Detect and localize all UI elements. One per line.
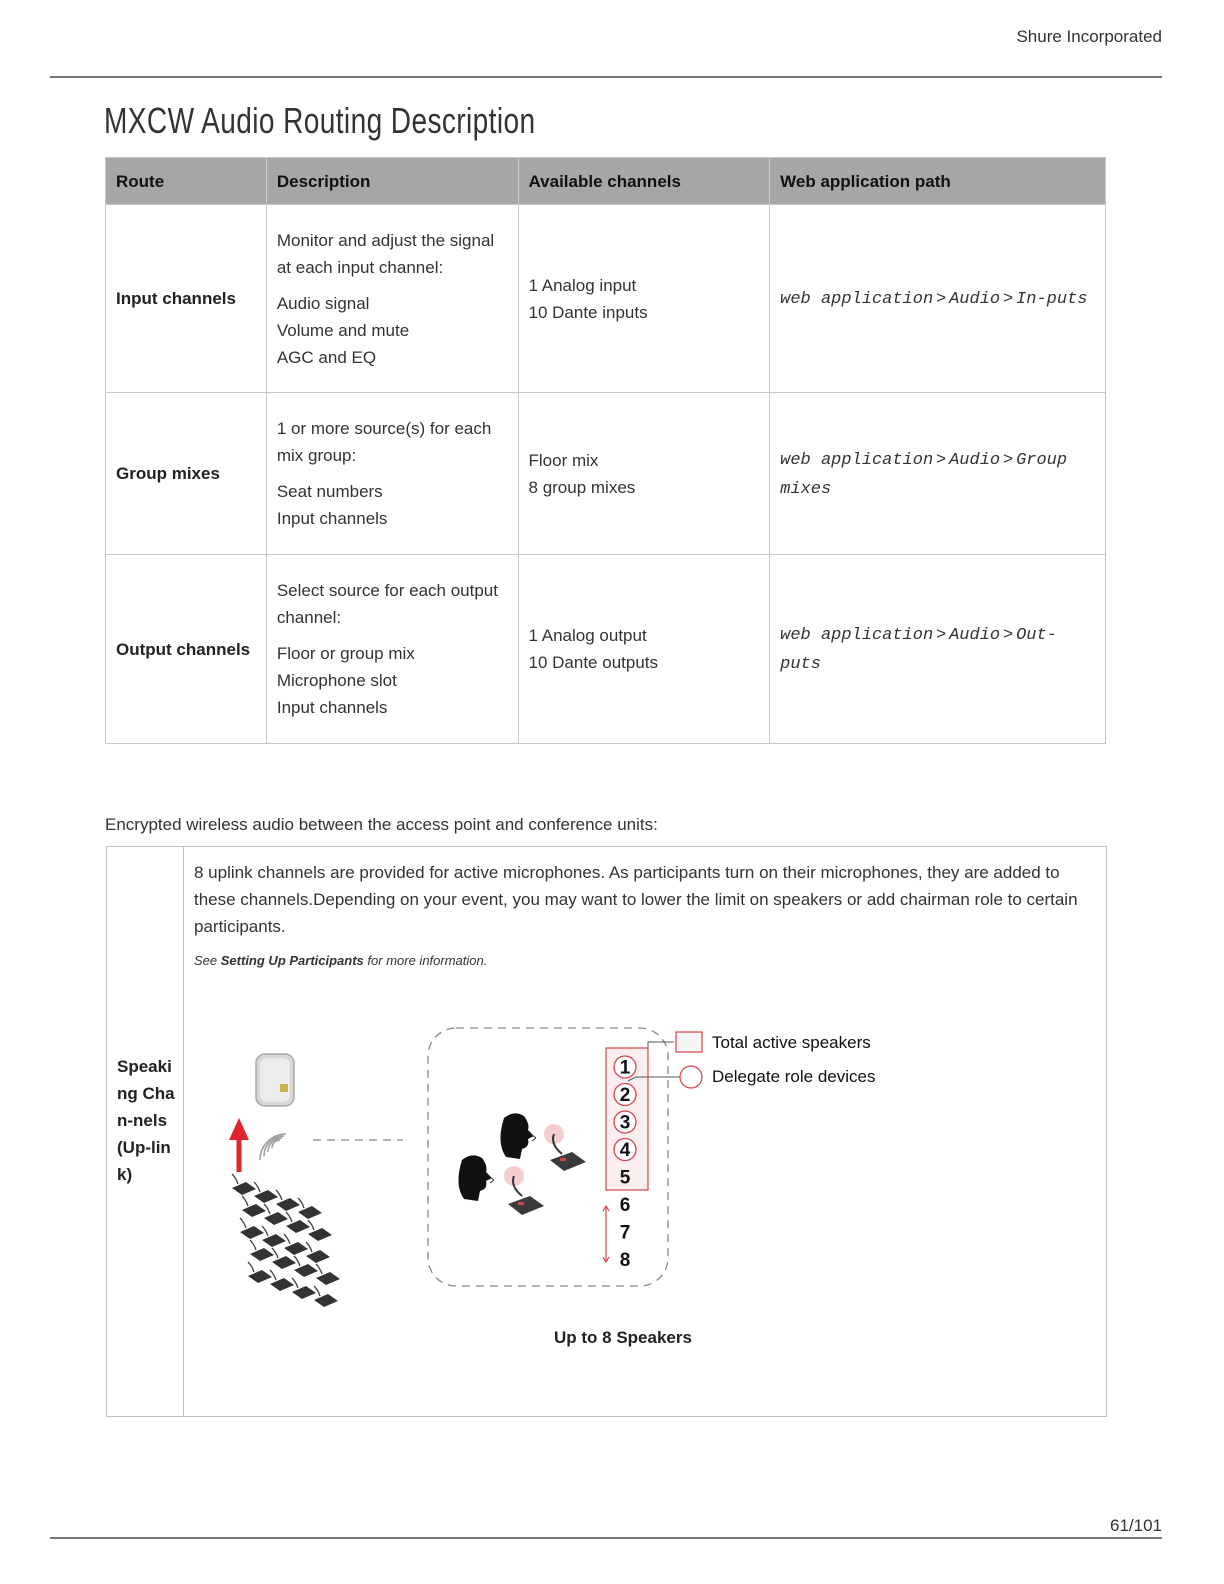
header-route: Route [106, 158, 267, 205]
conference-unit-icon [262, 1226, 286, 1247]
conference-unit-icon [248, 1262, 272, 1283]
header-web-path: Web application path [770, 158, 1106, 205]
uplink-arrow-icon [229, 1118, 249, 1172]
conference-unit-icon [544, 1124, 586, 1171]
route-description: Monitor and adjust the signal at each input channel: Audio signal Volume and mute AGC and EQ [266, 205, 518, 393]
channel-slot-number: 8 [619, 1250, 631, 1271]
available-channels: 1 Analog input 10 Dante inputs [518, 205, 770, 393]
conference-unit-icon [298, 1198, 322, 1219]
legend-total-speakers: Total active speakers [712, 1033, 871, 1052]
speaking-label: Speaking Chan-nels (Up-link) [117, 1057, 175, 1184]
legend [628, 1032, 875, 1088]
speaking-person-icon [500, 1113, 536, 1159]
conference-unit-icon [254, 1182, 278, 1203]
conference-unit-icon [270, 1270, 294, 1291]
see-also-note: See Setting Up Participants for more information. [194, 953, 488, 968]
web-path: web application > Audio > Out-puts [770, 555, 1106, 744]
legend-circle-swatch [680, 1066, 702, 1088]
route-description: Select source for each output channel: Floor or group mix Microphone slot Input channels [266, 555, 518, 744]
page-number: 61/101 [1110, 1516, 1162, 1535]
channel-slot-number: 1 [619, 1057, 631, 1079]
route-name: Output channels [106, 555, 267, 744]
conference-unit-icon [308, 1220, 332, 1241]
channel-slot-number: 3 [619, 1112, 631, 1134]
route-name: Group mixes [106, 393, 267, 555]
table-row [106, 393, 1106, 555]
conference-units-group-icon [232, 1174, 340, 1307]
route-name: Input channels [106, 205, 267, 393]
conference-unit-icon [314, 1286, 338, 1307]
conference-unit-icon [292, 1278, 316, 1299]
header-available-channels: Available channels [518, 158, 770, 205]
header-rule [50, 76, 1162, 78]
uplink-diagram [108, 1000, 908, 1320]
route-description: 1 or more source(s) for each mix group: Seat numbers Input channels [266, 393, 518, 555]
channel-slot-number: 5 [619, 1167, 631, 1189]
table-row [106, 555, 1106, 744]
wireless-signal-icon [260, 1134, 286, 1160]
web-path: web application > Audio > Group mixes [770, 393, 1106, 555]
conference-unit-icon [284, 1234, 308, 1255]
legend-box-swatch [676, 1032, 702, 1052]
limit-range-arrow-icon [603, 1206, 609, 1262]
speaking-description: 8 uplink channels are provided for active microphones. As participants turn on their microphones, they are added to these channels.Depending on your event, you may want to lower the limit on speakers or add chairman role to certain participants. [194, 863, 1078, 936]
web-path: web application > Audio > In-puts [770, 205, 1106, 393]
header-company: Shure Incorporated [1016, 27, 1162, 46]
conference-unit-icon [316, 1264, 340, 1285]
conference-unit-icon [504, 1166, 544, 1215]
diagram-caption: Up to 8 Speakers [554, 1328, 692, 1347]
conference-unit-icon [306, 1242, 330, 1263]
available-channels: 1 Analog output 10 Dante outputs [518, 555, 770, 744]
channel-slot-number: 7 [619, 1222, 631, 1244]
table-row [106, 205, 1106, 393]
table-header-row [106, 158, 1106, 205]
footer-rule [50, 1537, 1162, 1539]
legend-delegate-devices: Delegate role devices [712, 1067, 876, 1086]
channel-slot-number: 6 [619, 1195, 631, 1216]
channel-slot-number: 4 [619, 1140, 631, 1161]
channel-slot-number: 2 [619, 1085, 631, 1106]
conference-unit-icon [240, 1218, 264, 1239]
conference-unit-icon [276, 1190, 300, 1211]
page-title: MXCW Audio Routing Description [104, 100, 536, 141]
legend-pointer [648, 1042, 674, 1048]
access-point-icon [256, 1054, 294, 1106]
setting-up-participants-link[interactable]: Setting Up Participants [220, 953, 364, 968]
speaking-person-icon [458, 1155, 494, 1201]
routing-table [105, 157, 1106, 744]
available-channels: Floor mix 8 group mixes [518, 393, 770, 555]
encrypted-audio-intro: Encrypted wireless audio between the access point and conference units: [105, 815, 658, 834]
header-description: Description [266, 158, 518, 205]
conference-unit-icon [232, 1174, 256, 1195]
